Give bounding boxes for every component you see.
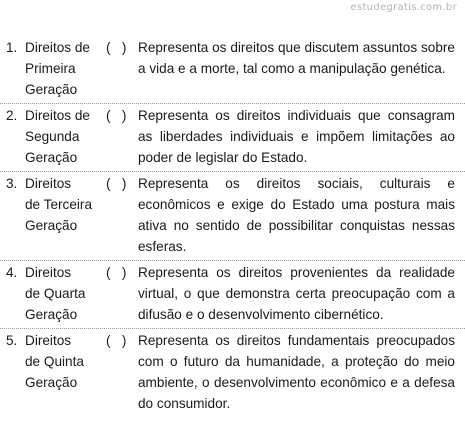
description: Representa os direitos que discutem assuntos sobre a vida e a morte, tal como a manipulação genética. <box>138 40 455 76</box>
term-label: Direitos de Quinta Geração <box>25 333 84 390</box>
term-cell <box>0 105 104 168</box>
description: Representa os direitos individuais que consagram as liberdades individuais e impõem limitações ao poder de legislar do Estado. <box>138 108 455 165</box>
item-number: 1. <box>6 40 18 55</box>
term-label: Direitos de Quarta Geração <box>25 265 86 322</box>
item-number: 2. <box>6 108 18 123</box>
term-cell <box>0 173 104 257</box>
item-number: 4. <box>6 265 18 280</box>
item-number: 5. <box>6 333 18 348</box>
table-row <box>0 261 465 329</box>
term-label: Direitos de Segunda Geração <box>25 108 90 165</box>
answer-blank: ( ) <box>106 40 127 55</box>
table-row <box>0 172 465 261</box>
term-cell <box>0 262 104 325</box>
description: Representa os direitos provenientes da realidade virtual, o que demonstra certa preocupação com a difusão e o desenvolvimento cibernético. <box>138 265 455 322</box>
term-cell <box>0 330 104 414</box>
table-row <box>0 36 465 104</box>
answer-blank: ( ) <box>106 108 127 123</box>
answer-blank: ( ) <box>106 265 127 280</box>
answer-blank: ( ) <box>106 176 127 191</box>
description: Representa os direitos sociais, culturais e econômicos e exige do Estado uma postura mais ativa no sentido de possibilitar conquistas nessas esferas. <box>138 176 455 254</box>
description: Representa os direitos fundamentais preocupados com o futuro da humanidade, a proteção do meio ambiente, o desenvolvimento econômico e a defesa do consumidor. <box>138 333 455 411</box>
item-number: 3. <box>6 176 18 191</box>
answer-blank: ( ) <box>106 333 127 348</box>
term-cell <box>0 37 104 100</box>
table-row <box>0 329 465 417</box>
term-label: Direitos de Primeira Geração <box>25 40 90 97</box>
watermark: estudegratis.com.br <box>350 2 457 13</box>
term-label: Direitos de Terceira Geração <box>25 176 92 233</box>
table-row <box>0 104 465 172</box>
matching-table <box>0 36 465 417</box>
